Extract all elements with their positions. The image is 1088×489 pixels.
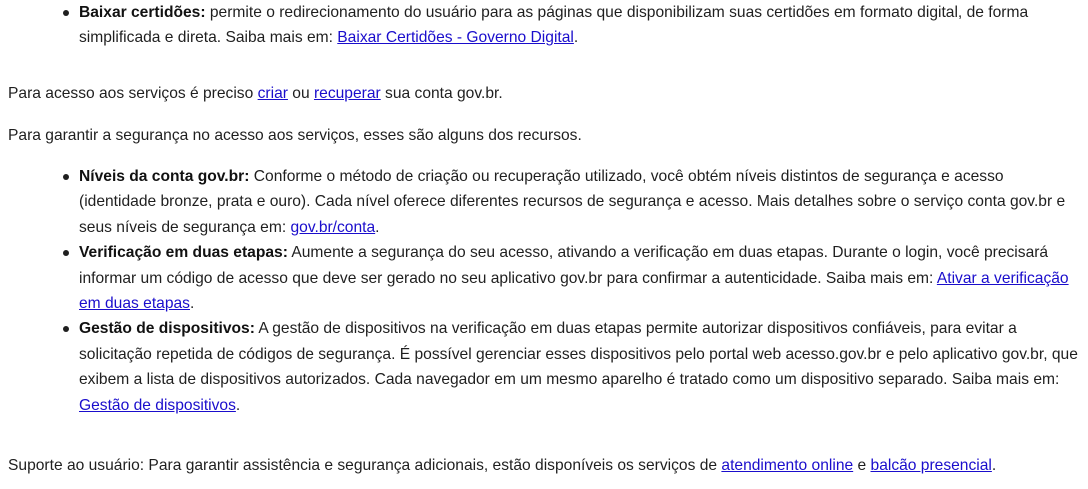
list-item-device-management — [0, 316, 1088, 418]
item-text-device-management: A gestão de dispositivos na verificação em duas etapas permite autorizar dispositivos confiáveis, para evitar a solicitação repetida de códigos de segurança. É possível gerenciar esses dispositivos pelo portal web acesso.gov.br e pelo aplicativo gov.br, que exibem a lista de dispositivos autorizados. Cada navegador em um mesmo aparelho é tratado como um dispositivo separado. Saiba mais em: — [79, 320, 1078, 389]
list-item-account-levels — [0, 164, 1088, 240]
link-govbr-account[interactable]: gov.br/conta — [290, 218, 376, 236]
item-end-punctuation: . — [573, 29, 579, 47]
access-paragraph — [8, 84, 503, 104]
support-text-before: Suporte ao usuário: Para garantir assistência e segurança adicionais, estão disponíveis os serviços de — [8, 457, 722, 474]
access-text-after: sua conta gov.br. — [380, 85, 503, 102]
item-text-account-levels: Conforme o método de criação ou recuperação utilizado, você obtém níveis distintos de segurança e acesso (identidade bronze, prata e ouro). Cada nível oferece diferentes recursos de segurança e acesso. Mais detalhes sobre o serviço conta gov.br e seus níveis de segurança em: — [79, 168, 1066, 236]
access-text-before: Para acesso aos serviços é preciso — [8, 85, 258, 102]
list-item-two-step-verification — [0, 240, 1088, 316]
certificates-list — [0, 0, 1088, 51]
item-title-two-step: Verificação em duas etapas: — [79, 244, 288, 262]
support-paragraph — [8, 456, 996, 476]
bullet-icon — [63, 10, 69, 16]
link-download-certificates[interactable]: Baixar Certidões - Governo Digital — [337, 29, 574, 47]
security-intro-paragraph: Para garantir a segurança no acesso aos serviços, esses são alguns dos recursos. — [8, 127, 582, 144]
bullet-icon — [63, 326, 69, 332]
link-activate-two-step[interactable]: Ativar a verificação em duas etapas — [79, 269, 1069, 313]
item-text-download-certificates: permite o redirecionamento do usuário para as páginas que disponibilizam suas certidões em formato digital, de forma simplificada e direta. Saiba mais em: — [79, 4, 1029, 47]
access-text-middle: ou — [287, 85, 314, 102]
bullet-icon — [63, 250, 69, 256]
item-title-account-levels: Níveis da conta gov.br: — [79, 168, 250, 185]
item-end-punctuation: . — [189, 295, 195, 313]
item-title-device-management: Gestão de dispositivos: — [79, 320, 255, 338]
link-device-management[interactable]: Gestão de dispositivos — [79, 396, 236, 414]
security-features-items — [0, 164, 1088, 418]
certificates-items — [0, 0, 1088, 51]
item-text-two-step: Aumente a segurança do seu acesso, ativando a verificação em duas etapas. Durante o login, você precisará informar um código de acesso que deve ser gerado no seu aplicativo gov.br para confirmar a autenticidade. Saiba mais em: — [79, 244, 1049, 287]
support-text-after: . — [991, 457, 997, 474]
list-item-download-certificates — [0, 0, 1088, 51]
security-features-list — [0, 164, 1088, 418]
support-text-middle: e — [853, 457, 871, 474]
item-end-punctuation: . — [375, 218, 380, 236]
link-recover-account[interactable]: recuperar — [313, 85, 381, 102]
link-create-account[interactable]: criar — [257, 85, 288, 102]
link-in-person-counter[interactable]: balcão presencial — [870, 457, 992, 474]
item-end-punctuation: . — [235, 396, 241, 414]
bullet-icon — [63, 174, 69, 180]
item-title-download-certificates: Baixar certidões: — [79, 4, 206, 21]
link-online-service[interactable]: atendimento online — [721, 457, 854, 474]
